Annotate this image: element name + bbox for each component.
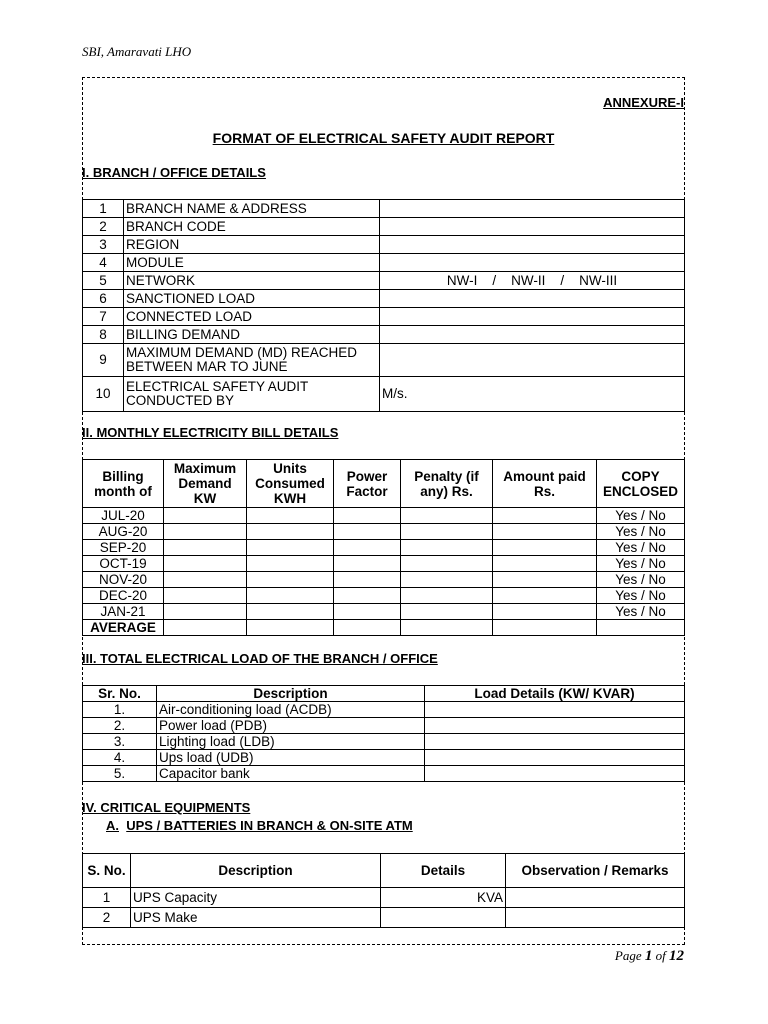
bill-cell — [164, 620, 247, 636]
detail-value — [380, 254, 685, 272]
row-number: 10 — [83, 377, 124, 412]
detail-label: MODULE — [124, 254, 380, 272]
ups-column-header: Description — [131, 854, 381, 888]
branch-detail-row — [83, 377, 685, 412]
load-sr-no: 1. — [83, 702, 157, 718]
bill-cell — [401, 588, 493, 604]
bill-cell — [334, 524, 401, 540]
row-number: 1 — [83, 200, 124, 218]
detail-value — [380, 344, 685, 377]
bill-cell — [493, 524, 597, 540]
bill-row — [83, 588, 685, 604]
section-4a-letter: A. — [106, 818, 119, 833]
load-description: Air-conditioning load (ACDB) — [157, 702, 425, 718]
load-sr-no: 5. — [83, 766, 157, 782]
bill-cell — [401, 524, 493, 540]
bill-cell — [164, 540, 247, 556]
bill-cell — [493, 588, 597, 604]
bill-cell — [247, 540, 334, 556]
bill-cell — [334, 588, 401, 604]
bill-cell — [401, 556, 493, 572]
row-number: 8 — [83, 326, 124, 344]
section-4a-heading — [106, 818, 413, 833]
row-number: 4 — [83, 254, 124, 272]
detail-value — [380, 308, 685, 326]
annexure-label: ANNEXURE-I — [603, 95, 684, 110]
bill-month: NOV-20 — [83, 572, 164, 588]
load-description: Lighting load (LDB) — [157, 734, 425, 750]
average-label: AVERAGE — [83, 620, 164, 636]
section-4-heading: IV. CRITICAL EQUIPMENTS — [82, 800, 251, 815]
ups-description: UPS Capacity — [131, 888, 381, 908]
bill-row — [83, 524, 685, 540]
bill-cell — [334, 604, 401, 620]
bill-cell — [164, 572, 247, 588]
load-column-header: Description — [157, 686, 425, 702]
of-word: of — [655, 948, 666, 963]
branch-detail-row — [83, 308, 685, 326]
ups-column-header: S. No. — [83, 854, 131, 888]
ups-column-header: Details — [381, 854, 506, 888]
detail-value — [380, 218, 685, 236]
detail-value — [380, 200, 685, 218]
branch-detail-row — [83, 218, 685, 236]
bill-column-header: Units Consumed KWH — [247, 460, 334, 508]
bill-row — [83, 556, 685, 572]
branch-details-table — [82, 199, 685, 412]
detail-label: BRANCH CODE — [124, 218, 380, 236]
ups-row — [83, 888, 685, 908]
detail-value — [380, 236, 685, 254]
ups-column-header: Observation / Remarks — [506, 854, 685, 888]
bill-cell — [493, 508, 597, 524]
bill-cell — [493, 620, 597, 636]
bill-cell — [334, 556, 401, 572]
copy-enclosed-value: Yes / No — [597, 604, 685, 620]
copy-enclosed-value: Yes / No — [597, 540, 685, 556]
ups-remarks-cell — [506, 888, 685, 908]
bill-cell — [247, 620, 334, 636]
bill-cell — [401, 604, 493, 620]
bill-average-row — [83, 620, 685, 636]
load-details-cell — [425, 766, 685, 782]
detail-label: BILLING DEMAND — [124, 326, 380, 344]
row-number: 2 — [83, 218, 124, 236]
copy-enclosed-value: Yes / No — [597, 556, 685, 572]
bill-cell — [493, 540, 597, 556]
load-row — [83, 718, 685, 734]
load-row — [83, 766, 685, 782]
ups-row — [83, 908, 685, 928]
detail-value: NW-I / NW-II / NW-III — [380, 272, 685, 290]
load-sr-no: 4. — [83, 750, 157, 766]
header-org: SBI, Amaravati LHO — [82, 44, 192, 59]
bill-cell — [247, 556, 334, 572]
page-total: 12 — [669, 948, 684, 964]
row-number: 7 — [83, 308, 124, 326]
detail-label: MAXIMUM DEMAND (MD) REACHED BETWEEN MAR TO JUNE — [124, 344, 380, 377]
bill-cell — [164, 508, 247, 524]
load-sr-no: 2. — [83, 718, 157, 734]
electrical-load-table — [82, 685, 685, 782]
electricity-bill-table — [82, 459, 685, 636]
copy-enclosed-value: Yes / No — [597, 572, 685, 588]
detail-value — [380, 290, 685, 308]
row-number: 5 — [83, 272, 124, 290]
bill-column-header: Maximum Demand KW — [164, 460, 247, 508]
bill-row — [83, 572, 685, 588]
bill-cell — [493, 604, 597, 620]
bill-row — [83, 604, 685, 620]
bill-month: JAN-21 — [83, 604, 164, 620]
load-column-header: Load Details (KW/ KVAR) — [425, 686, 685, 702]
section-2-heading: II. MONTHLY ELECTRICITY BILL DETAILS — [82, 425, 339, 440]
copy-enclosed-value: Yes / No — [597, 508, 685, 524]
detail-label: BRANCH NAME & ADDRESS — [124, 200, 380, 218]
branch-detail-row — [83, 344, 685, 377]
copy-enclosed-value: Yes / No — [597, 588, 685, 604]
bill-column-header: COPY ENCLOSED — [597, 460, 685, 508]
bill-row — [83, 540, 685, 556]
load-row — [83, 750, 685, 766]
bill-cell — [401, 572, 493, 588]
branch-detail-row — [83, 326, 685, 344]
bill-cell — [334, 572, 401, 588]
report-title: FORMAT OF ELECTRICAL SAFETY AUDIT REPORT — [212, 130, 555, 146]
detail-label: REGION — [124, 236, 380, 254]
bill-cell — [164, 588, 247, 604]
bill-row — [83, 508, 685, 524]
load-description: Power load (PDB) — [157, 718, 425, 734]
branch-detail-row — [83, 272, 685, 290]
load-details-cell — [425, 750, 685, 766]
row-number: 9 — [83, 344, 124, 377]
page-number: 1 — [644, 948, 653, 964]
bill-column-header: Penalty (if any) Rs. — [401, 460, 493, 508]
ups-row-number: 2 — [83, 908, 131, 928]
bill-month: SEP-20 — [83, 540, 164, 556]
ups-row-number: 1 — [83, 888, 131, 908]
detail-value: M/s. — [380, 377, 685, 412]
ups-description: UPS Make — [131, 908, 381, 928]
bill-month: DEC-20 — [83, 588, 164, 604]
branch-detail-row — [83, 290, 685, 308]
page-footer — [615, 948, 684, 965]
bill-cell — [247, 604, 334, 620]
bill-cell — [164, 524, 247, 540]
bill-cell — [401, 540, 493, 556]
detail-value — [380, 326, 685, 344]
bill-cell — [164, 556, 247, 572]
bill-cell — [334, 540, 401, 556]
bill-cell — [334, 508, 401, 524]
bill-month: AUG-20 — [83, 524, 164, 540]
bill-cell — [247, 588, 334, 604]
bill-cell — [164, 604, 247, 620]
bill-month: OCT-19 — [83, 556, 164, 572]
ups-details: KVA — [381, 888, 506, 908]
bill-cell — [247, 572, 334, 588]
bill-cell — [401, 620, 493, 636]
ups-details — [381, 908, 506, 928]
bill-cell — [493, 556, 597, 572]
load-row — [83, 734, 685, 750]
copy-enclosed-value: Yes / No — [597, 524, 685, 540]
load-details-cell — [425, 718, 685, 734]
bill-column-header: Amount paid Rs. — [493, 460, 597, 508]
row-number: 6 — [83, 290, 124, 308]
load-details-cell — [425, 702, 685, 718]
ups-remarks-cell — [506, 908, 685, 928]
detail-label: SANCTIONED LOAD — [124, 290, 380, 308]
section-3-heading: III. TOTAL ELECTRICAL LOAD OF THE BRANCH / OFFICE — [82, 651, 438, 666]
load-sr-no: 3. — [83, 734, 157, 750]
bill-cell — [597, 620, 685, 636]
bill-cell — [401, 508, 493, 524]
load-details-cell — [425, 734, 685, 750]
branch-detail-row — [83, 254, 685, 272]
section-4a-title: UPS / BATTERIES IN BRANCH & ON-SITE ATM — [126, 818, 413, 833]
detail-label: ELECTRICAL SAFETY AUDIT CONDUCTED BY — [124, 377, 380, 412]
bill-cell — [493, 572, 597, 588]
ups-batteries-table — [82, 853, 685, 928]
section-1-heading: I. BRANCH / OFFICE DETAILS — [82, 165, 266, 180]
bill-column-header: Power Factor — [334, 460, 401, 508]
row-number: 3 — [83, 236, 124, 254]
load-column-header: Sr. No. — [83, 686, 157, 702]
branch-detail-row — [83, 200, 685, 218]
bill-month: JUL-20 — [83, 508, 164, 524]
bill-cell — [334, 620, 401, 636]
load-row — [83, 702, 685, 718]
page-word: Page — [614, 948, 642, 963]
detail-label: CONNECTED LOAD — [124, 308, 380, 326]
load-description: Capacitor bank — [157, 766, 425, 782]
load-description: Ups load (UDB) — [157, 750, 425, 766]
bill-cell — [247, 508, 334, 524]
detail-label: NETWORK — [124, 272, 380, 290]
branch-detail-row — [83, 236, 685, 254]
bill-cell — [247, 524, 334, 540]
bill-column-header: Billing month of — [83, 460, 164, 508]
